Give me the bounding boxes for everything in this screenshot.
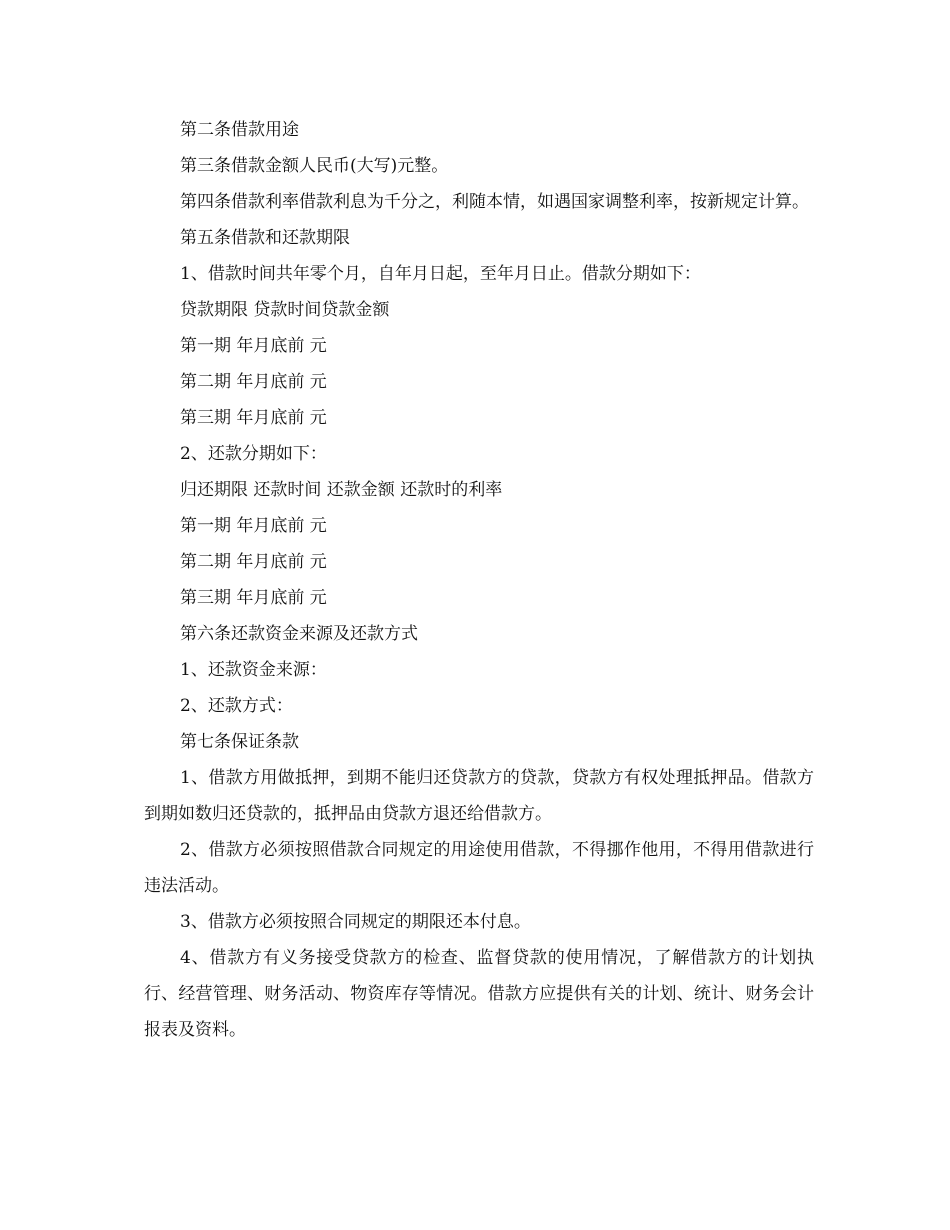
clause-6-item-2: 2、还款方式： [180,696,293,716]
loan-schedule-row-3: 第三期 年月底前 元 [180,408,327,428]
repayment-schedule-row-2: 第二期 年月底前 元 [180,552,327,572]
repayment-schedule-header: 归还期限 还款时间 还款金额 还款时的利率 [180,480,503,500]
repayment-schedule-row-1: 第一期 年月底前 元 [180,516,327,536]
clause-4-interest: 第四条借款利率借款利息为千分之，利随本情，如遇国家调整利率，按新规定计算。 [180,192,809,212]
clause-7-heading: 第七条保证条款 [180,732,299,752]
clause-7-item-4: 4、借款方有义务接受贷款方的检查、监督贷款的使用情况，了解借款方的计划执行、经营管理、财务活动、物资库存等情况。借款方应提供有关的计划、统计、财务会计报表及资料。 [144,948,814,1040]
clause-3-amount: 第三条借款金额人民币(大写)元整。 [180,156,449,176]
document-body [144,112,814,1048]
clause-7-item-2: 2、借款方必须按照借款合同规定的用途使用借款，不得挪作他用，不得用借款进行违法活动。 [144,840,814,896]
clause-5-item-1: 1、借款时间共年零个月，自年月日起，至年月日止。借款分期如下： [180,264,701,284]
loan-schedule-row-2: 第二期 年月底前 元 [180,372,327,392]
loan-schedule-row-1: 第一期 年月底前 元 [180,336,327,356]
repayment-schedule-row-3: 第三期 年月底前 元 [180,588,327,608]
loan-schedule-header: 贷款期限 贷款时间贷款金额 [180,300,390,320]
clause-5-term-heading: 第五条借款和还款期限 [180,228,350,248]
clause-5-item-2: 2、还款分期如下： [180,444,327,464]
clause-7-item-3: 3、借款方必须按照合同规定的期限还本付息。 [180,912,531,932]
clause-6-heading: 第六条还款资金来源及还款方式 [180,624,418,644]
clause-7-item-1: 1、借款方用做抵押，到期不能归还贷款方的贷款，贷款方有权处理抵押品。借款方到期如数归还贷款的，抵押品由贷款方退还给借款方。 [144,768,814,824]
clause-6-item-1: 1、还款资金来源： [180,660,327,680]
clause-2-purpose: 第二条借款用途 [180,120,299,140]
